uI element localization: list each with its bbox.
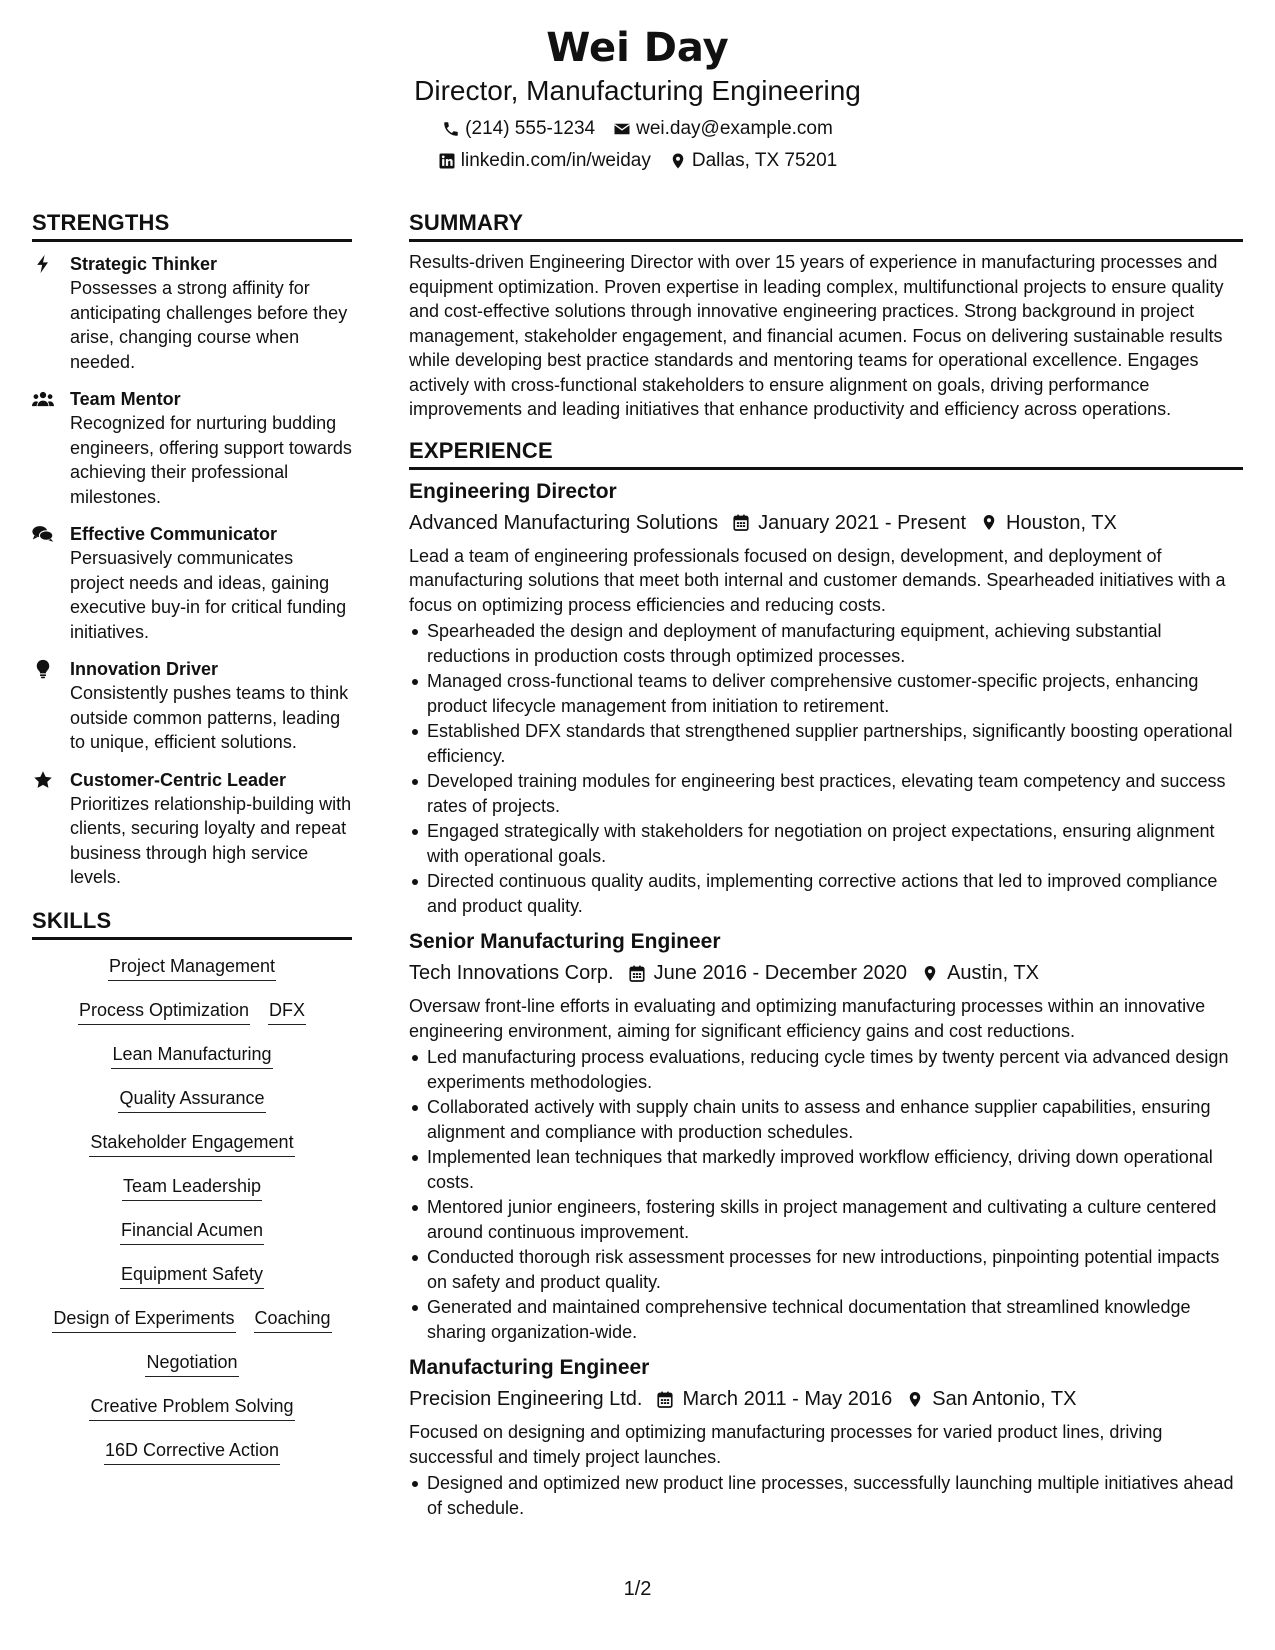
job-company: Advanced Manufacturing Solutions (409, 511, 719, 534)
skill-row (89, 1130, 294, 1157)
job-description: Lead a team of engineering professionals focused on design, development, and deployment of manufacturing solutions that meet both internal and customer demands. Spearheaded initiatives with a focus on optimizing process efficiencies and reducing costs. (409, 545, 1226, 615)
skill-tag: Quality Assurance (118, 1086, 265, 1113)
summary-text: Results-driven Engineering Director with over 15 years of experience in manufacturing processes and equipment optimization. Proven expertise in leading complex, multifunctional projects to ensure quality and cost-effective solutions through innovative engineering practices. Strong background in project management, stakeholder engagement, and financial acumen. Focus on delivering sustainable results while developing best practice standards and mentoring teams for operational excellence. Engages actively with cross-functional stakeholders to ensure alignment on goals, driving performance improvements and leading initiatives that enhance productivity and efficiency across operations. (409, 252, 1224, 419)
job-dates: March 2011 - May 2016 (682, 1388, 893, 1410)
contact-location (669, 149, 837, 173)
map-pin-icon (906, 1390, 924, 1409)
strength-item (32, 768, 352, 890)
phone-icon (442, 120, 460, 138)
bullet-item: Developed training modules for engineering best practices, elevating team competency and success rates of projects. (409, 769, 1243, 818)
strength-description: Persuasively communicates project needs and ideas, gaining executive buy-in for critical funding initiatives. (70, 548, 347, 642)
contact-email[interactable] (613, 117, 833, 141)
contact-linkedin[interactable] (438, 149, 651, 173)
job-bullets (409, 1471, 1243, 1520)
job-dates: June 2016 - December 2020 (653, 962, 908, 984)
users-icon (32, 389, 54, 409)
bullet-item: Led manufacturing process evaluations, reducing cycle times by twenty percent via advanced design experiments methodologies. (409, 1045, 1243, 1094)
bullet-item: Managed cross-functional teams to deliver comprehensive customer-specific projects, enhancing product lifecycle management from initiation to retirement. (409, 669, 1243, 718)
left-column (32, 210, 352, 1482)
job-description: Oversaw front-line efforts in evaluating and optimizing manufacturing processes within an innovative engineering environment, aiming for significant efficiency gains and cost reductions. (409, 996, 1206, 1041)
skill-tag: Design of Experiments (52, 1306, 235, 1333)
skill-tag: Negotiation (145, 1350, 238, 1377)
lightbulb-icon (32, 659, 54, 679)
job-dates: January 2021 - Present (758, 511, 966, 534)
strength-description: Recognized for nurturing budding engineers, offering support towards achieving their professional milestones. (70, 413, 352, 507)
bullet-item: Conducted thorough risk assessment processes for new introductions, pinpointing potential impacts on safety and product quality. (409, 1245, 1243, 1294)
skill-row (120, 1218, 264, 1245)
bullet-item: Directed continuous quality audits, implementing corrective actions that led to improved compliance and product quality. (409, 869, 1243, 918)
strength-title: Innovation Driver (70, 659, 219, 679)
experience-heading: EXPERIENCE (409, 438, 1243, 470)
skill-row (89, 1394, 294, 1421)
strength-item (32, 657, 352, 755)
job-bullets (409, 619, 1243, 918)
job-entry (409, 1355, 1243, 1520)
skill-row (122, 1174, 262, 1201)
skill-row (111, 1042, 272, 1069)
skill-row (52, 1306, 331, 1333)
bullet-item: Engaged strategically with stakeholders for negotiation on project expectations, ensuring alignment with operational goals. (409, 819, 1243, 868)
strength-title: Strategic Thinker (70, 254, 218, 274)
strength-description: Possesses a strong affinity for anticipating challenges before they arise, changing course when needed. (70, 278, 348, 372)
job-title: Manufacturing Engineer (409, 1356, 650, 1379)
skill-tag: Creative Problem Solving (89, 1394, 294, 1421)
resume-header (0, 22, 1275, 173)
job-bullets (409, 1045, 1243, 1344)
skill-tag: Coaching (254, 1306, 332, 1333)
job-description: Focused on designing and optimizing manufacturing processes for varied product lines, driving successful and timely project launches. (409, 1422, 1163, 1467)
location-text: Dallas, TX 75201 (691, 150, 838, 171)
bullet-item: Established DFX standards that strengthened supplier partnerships, significantly boosting operational efficiency. (409, 719, 1243, 768)
calendar-icon (628, 964, 646, 983)
linkedin-text[interactable]: linkedin.com/in/weiday (460, 150, 651, 171)
skill-tag: Equipment Safety (120, 1262, 264, 1289)
strength-item (32, 387, 352, 509)
envelope-icon (613, 120, 631, 138)
map-pin-icon (921, 964, 939, 983)
skill-tag: Process Optimization (78, 998, 250, 1025)
skill-row (104, 1438, 280, 1465)
strength-item (32, 252, 352, 374)
job-title: Senior Manufacturing Engineer (409, 930, 721, 953)
strengths-list (32, 252, 352, 890)
calendar-icon (732, 513, 750, 532)
job-entry (409, 479, 1243, 919)
skills-list (32, 954, 352, 1482)
bullet-item: Mentored junior engineers, fostering skills in project management and cultivating a culture centered around continuous improvement. (409, 1195, 1243, 1244)
candidate-title: Director, Manufacturing Engineering (414, 75, 861, 106)
job-entry (409, 929, 1243, 1344)
right-column (409, 210, 1243, 1521)
star-icon (32, 770, 54, 790)
map-pin-icon (669, 152, 687, 170)
contact-row-2 (0, 149, 1275, 173)
bullet-item: Designed and optimized new product line processes, successfully launching multiple initiatives ahead of schedule. (409, 1471, 1243, 1520)
skill-row (118, 1086, 265, 1113)
comments-icon (32, 524, 54, 544)
skill-tag: Lean Manufacturing (111, 1042, 272, 1069)
contact-phone (442, 117, 595, 141)
strength-title: Team Mentor (70, 389, 181, 409)
skill-tag: Project Management (108, 954, 276, 981)
strengths-heading: STRENGTHS (32, 210, 352, 242)
strength-description: Prioritizes relationship-building with clients, securing loyalty and repeat business through high service levels. (70, 793, 352, 887)
contact-row-1 (0, 117, 1275, 141)
calendar-icon (656, 1390, 674, 1409)
skill-tag: Stakeholder Engagement (89, 1130, 294, 1157)
job-company: Precision Engineering Ltd. (409, 1388, 643, 1410)
linkedin-icon (438, 152, 456, 170)
bolt-icon (32, 254, 54, 274)
strength-item (32, 522, 352, 644)
candidate-name: Wei Day (546, 25, 729, 71)
bullet-item: Implemented lean techniques that markedly improved workflow efficiency, driving down operational costs. (409, 1145, 1243, 1194)
skill-tag: DFX (268, 998, 306, 1025)
skill-row (145, 1350, 238, 1377)
job-location: Austin, TX (947, 962, 1039, 984)
skill-row (108, 954, 276, 981)
bullet-item: Collaborated actively with supply chain units to assess and enhance supplier capabilities, ensuring alignment and compliance with production schedules. (409, 1095, 1243, 1144)
skill-tag: 16D Corrective Action (104, 1438, 280, 1465)
job-location: San Antonio, TX (932, 1388, 1077, 1410)
job-meta (409, 510, 1243, 536)
job-title: Engineering Director (409, 479, 617, 503)
bullet-item: Spearheaded the design and deployment of manufacturing equipment, achieving substantial reductions in production costs through optimized processes. (409, 619, 1243, 668)
email-text[interactable]: wei.day@example.com (636, 118, 833, 139)
skill-row (78, 998, 306, 1025)
page-number: 1/2 (623, 1578, 652, 1600)
phone-text: (214) 555-1234 (465, 118, 596, 139)
job-company: Tech Innovations Corp. (409, 962, 614, 984)
bullet-item: Generated and maintained comprehensive technical documentation that streamlined knowledge sharing organization-wide. (409, 1295, 1243, 1344)
job-meta (409, 960, 1243, 986)
summary-heading: SUMMARY (409, 210, 1243, 242)
map-pin-icon (980, 513, 998, 532)
skills-heading: SKILLS (32, 908, 352, 940)
strength-description: Consistently pushes teams to think outside common patterns, leading to unique, efficient solutions. (70, 683, 349, 752)
strength-title: Customer-Centric Leader (70, 769, 287, 790)
strength-title: Effective Communicator (70, 524, 278, 544)
skill-row (120, 1262, 264, 1289)
job-meta (409, 1386, 1243, 1412)
skill-tag: Team Leadership (122, 1174, 262, 1201)
job-location: Houston, TX (1006, 511, 1117, 534)
skill-tag: Financial Acumen (120, 1218, 264, 1245)
